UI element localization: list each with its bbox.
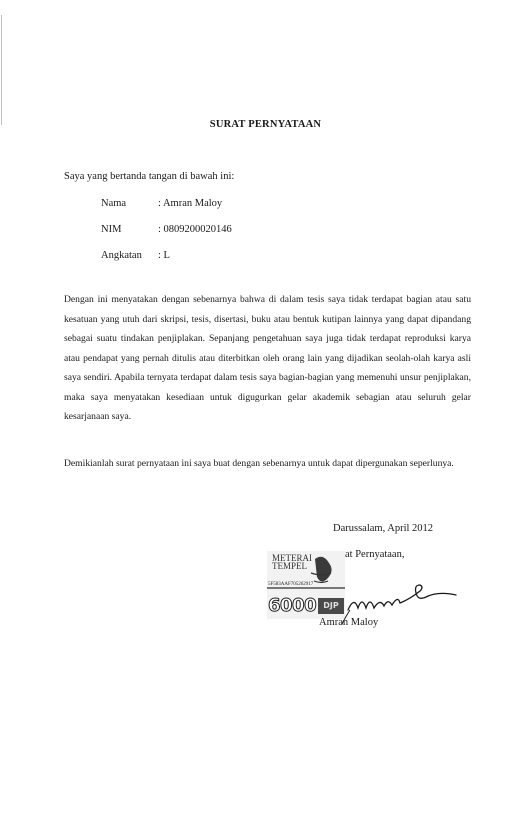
signatory-role: at Pernyataan, (345, 549, 405, 560)
stamp-value: 6000 (268, 595, 317, 616)
stamp-label: METERAI TEMPEL (272, 553, 312, 571)
field-nim (101, 224, 232, 235)
signer-name: Amran Maloy (319, 617, 379, 628)
field-nim-value: : 0809200020146 (158, 224, 232, 235)
scan-edge-line (1, 15, 2, 125)
field-name-label: Nama (101, 198, 127, 209)
intro-text: Saya yang bertanda tangan di bawah ini: (64, 171, 235, 182)
stamp-djp-mark: DJP (318, 598, 344, 614)
field-name-value: : Amran Maloy (158, 198, 223, 209)
place-date: Darussalam, April 2012 (333, 523, 434, 534)
document-title: SURAT PERNYATAAN (209, 119, 322, 130)
field-nim-label: NIM (101, 224, 122, 235)
field-angkatan-value: : L (158, 250, 170, 261)
statement-paragraph: Dengan ini menyatakan dengan sebenarnya bahwa di dalam tesis saya tidak terdapat bagian atau satu kesatuan yang utuh dari skripsi, tesis, disertasi, buku atau bentuk kutipan lainnya yang dapat dipandang sebagai suatu tindakan penjiplakan. Sepanjang pengetahuan saya juga tidak terdapat reproduksi karya atau pendapat yang pernah ditulis atau diterbitkan oleh orang lain yang dijadikan seolah-olah karya asli saya sendiri. Apabila ternyata terdapat dalam tesis saya bagian-bagian yang memenuhi unsur penjiplakan, maka saya menyatakan kesediaan untuk digugurkan gelar akademik sebagian atau seluruh gelar kesarjanaan saya. (64, 294, 471, 422)
field-angkatan-label: Angkatan (101, 250, 142, 261)
stamp-serial: 5F583AAF705262917 (268, 582, 314, 587)
field-angkatan (101, 250, 170, 261)
field-name (101, 198, 222, 209)
closing-paragraph: Demikianlah surat pernyataan ini saya buat dengan sebenarnya untuk dapat dipergunakan seperlunya. (64, 458, 454, 469)
